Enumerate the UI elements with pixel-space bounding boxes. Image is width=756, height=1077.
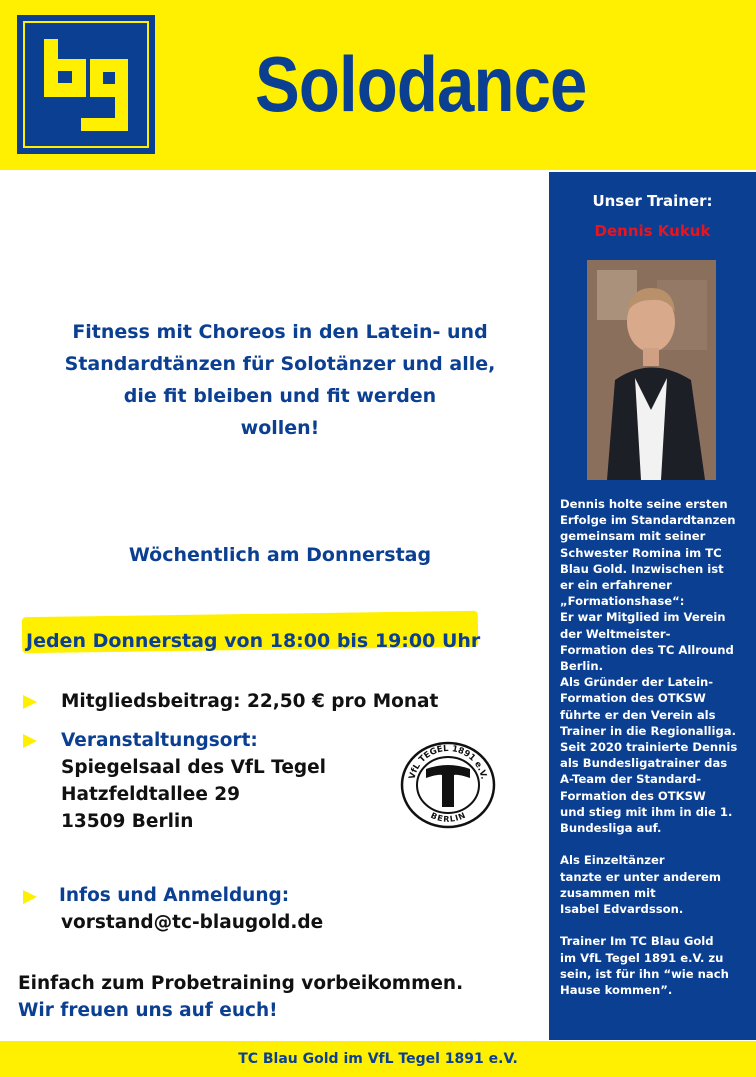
trainer-photo [587, 260, 716, 480]
vfl-tegel-seal [400, 741, 496, 829]
trainer-label: Unser Trainer: [592, 192, 713, 210]
venue-label: Veranstaltungsort: [61, 730, 258, 751]
closing-line-1: Einfach zum Probetraining vorbeikommen. [18, 973, 464, 994]
trainer-name: Dennis Kukuk [594, 222, 711, 240]
bullet-arrow-icon [23, 734, 37, 748]
intro-text: Fitness mit Choreos in den Latein- und Standardtänzen für Solotänzer und alle, die fit bleiben und fit werden wollen! [64, 321, 496, 439]
bullet-arrow-icon [23, 695, 37, 709]
weekly-text: Wöchentlich am Donnerstag [128, 544, 432, 566]
header-banner [0, 0, 756, 170]
seal-top-text: VfL TEGEL 1891 e.V. [407, 743, 489, 781]
footer-text: TC Blau Gold im VfL Tegel 1891 e.V. [238, 1051, 518, 1067]
membership-fee: Mitgliedsbeitrag: 22,50 € pro Monat [61, 691, 439, 712]
seal-bottom-text: BERLIN [429, 810, 467, 824]
schedule-time: Jeden Donnerstag von 18:00 bis 19:00 Uhr [26, 630, 481, 652]
bullet-arrow-icon [23, 890, 37, 904]
trainer-sidebar [549, 172, 756, 1040]
club-logo [17, 15, 155, 154]
footer-bar [0, 1041, 756, 1077]
closing-line-2: Wir freuen uns auf euch! [18, 1000, 278, 1021]
venue-line-1: Spiegelsaal des VfL Tegel [61, 757, 327, 778]
venue-line-2: Hatzfeldtallee 29 [61, 784, 241, 805]
trainer-bio: Dennis holte seine ersten Erfolge im Standardtanzen gemeinsam mit seiner Schwester Romina im TC Blau Gold. Inzwischen ist er ein erfahrener „Formationshase“: Er war Mitglied im Verein der Weltmeister- Formation des TC Allround Berlin. Als Gründer der Latein- Formation des OTKSW führte er den Verein als Trainer in die Regionalliga. Seit 2020 trainierte Dennis als Bundesligatrainer das A-Team der Standard- Formation des OTKSW und stieg mit ihm in die 1. Bundesliga auf. Als Einzeltänzer tanzte er unter anderem zusammen mit Isabel Edvardsson. Trainer Im TC Blau Gold im VfL Tegel 1891 e.V. zu sein, ist für ihn “wie nach Hause kommen”. [560, 497, 738, 998]
page-title: Solodance [255, 40, 587, 128]
info-label: Infos und Anmeldung: [59, 885, 290, 906]
contact-email: vorstand@tc-blaugold.de [61, 912, 324, 933]
venue-line-3: 13509 Berlin [61, 811, 194, 832]
